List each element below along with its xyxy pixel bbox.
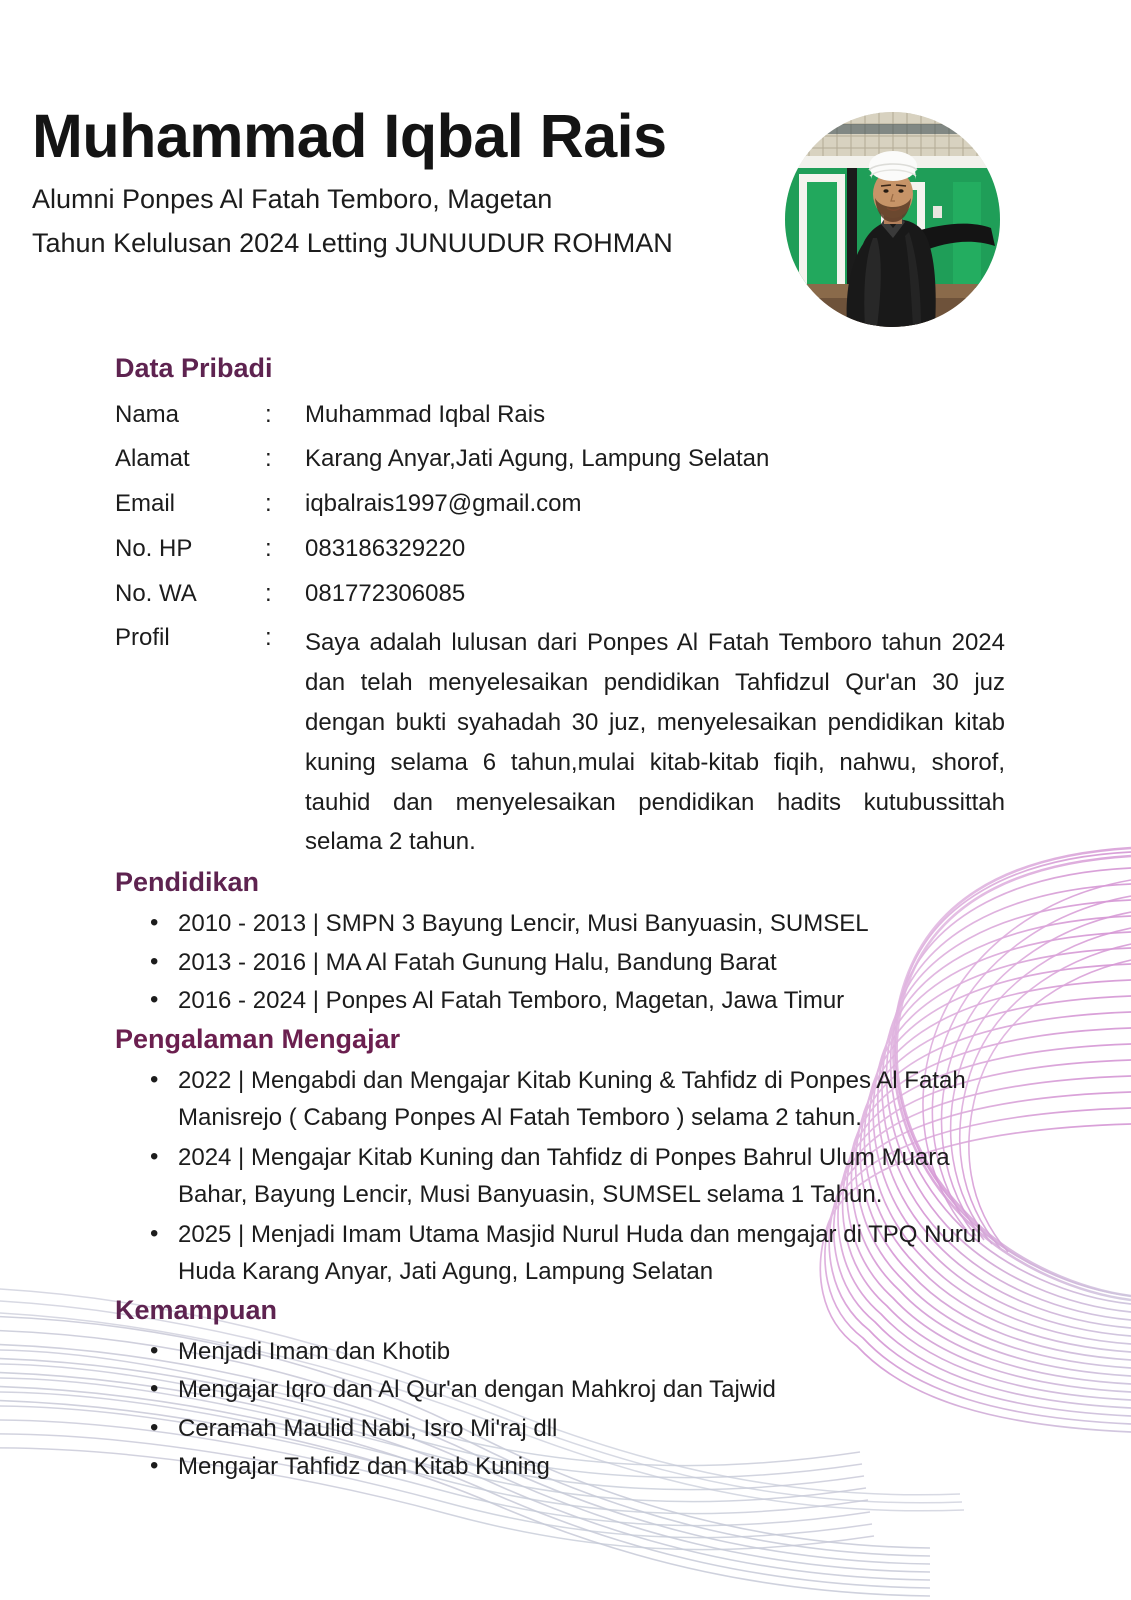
- section-heading-experience: Pengalaman Mengajar: [115, 1024, 401, 1055]
- list-item: • 2013 - 2016 | MA Al Fatah Gunung Halu, Bandung Barat: [150, 945, 978, 981]
- field-separator: :: [265, 490, 272, 518]
- list-item: • Menjadi Imam dan Khotib: [150, 1334, 978, 1370]
- field-label-profil: Profil: [115, 624, 170, 652]
- field-label-no-hp: No. HP: [115, 534, 193, 562]
- table-row: [0, 444, 1005, 489]
- personal-data-table: [0, 400, 1005, 863]
- list-item: • 2016 - 2024 | Ponpes Al Fatah Temboro, Magetan, Jawa Timur: [150, 983, 978, 1019]
- header-subtitle-line-1: Alumni Ponpes Al Fatah Temboro, Magetan: [32, 184, 553, 215]
- list-item: • Mengajar Iqro dan Al Qur'an dengan Mahkroj dan Tajwid: [150, 1372, 978, 1408]
- header-subtitle-line-2: Tahun Kelulusan 2024 Letting JUNUUDUR ROHMAN: [32, 227, 673, 258]
- section-heading-personal: Data Pribadi: [115, 353, 273, 383]
- field-label-email: Email: [115, 490, 176, 518]
- field-label-nama: Nama: [115, 400, 180, 428]
- table-row: [0, 489, 1005, 534]
- list-item: • Mengajar Tahfidz dan Kitab Kuning: [150, 1449, 978, 1485]
- list-item: • 2010 - 2013 | SMPN 3 Bayung Lencir, Musi Banyuasin, SUMSEL: [150, 906, 978, 942]
- avatar: [785, 112, 1000, 327]
- field-label-no-wa: No. WA: [115, 579, 197, 607]
- field-separator: :: [265, 534, 272, 562]
- field-value-no-wa: 081772306085: [305, 579, 466, 607]
- table-row: [0, 534, 1005, 579]
- field-separator: :: [265, 624, 272, 652]
- education-section: [0, 866, 1131, 1019]
- field-value-email: iqbalrais1997@gmail.com: [305, 490, 582, 518]
- field-label-alamat: Alamat: [115, 445, 190, 473]
- list-item: • 2024 | Mengajar Kitab Kuning dan Tahfidz di Ponpes Bahrul Ulum Muara Bahar, Bayung Lencir, Musi Banyuasin, SUMSEL selama 1 Tahun.: [150, 1140, 1016, 1213]
- list-item: • 2025 | Menjadi Imam Utama Masjid Nurul Huda dan mengajar di TPQ Nurul Huda Karang Anyar, Jati Agung, Lampung Selatan: [150, 1217, 1016, 1290]
- field-separator: :: [265, 445, 272, 473]
- list-item: • Ceramah Maulid Nabi, Isro Mi'raj dll: [150, 1411, 978, 1447]
- section-heading-skills: Kemampuan: [115, 1295, 278, 1326]
- field-value-nama: Muhammad Iqbal Rais: [305, 400, 546, 428]
- page-title: Muhammad Iqbal Rais: [32, 102, 667, 170]
- field-value-profil: Saya adalah lulusan dari Ponpes Al Fatah Temboro tahun 2024 dan telah menyelesaikan pendidikan Tahfidzul Qur'an 30 juz dengan bukti syahadah 30 juz, menyelesaikan pendidikan kitab kuning selama 6 tahun,mulai kitab-kitab fiqih, nahwu, shorof, tauhid dan menyelesaikan pendidikan hadits kutubussittah selama 2 tahun.: [305, 629, 1005, 856]
- list-item: • 2022 | Mengabdi dan Mengajar Kitab Kuning & Tahfidz di Ponpes Al Fatah Manisrejo ( Cabang Ponpes Al Fatah Temboro ) selama 2 tahun.: [150, 1063, 1016, 1136]
- skills-list: [0, 1334, 1131, 1486]
- table-row: [0, 400, 1005, 445]
- table-row: [0, 623, 1005, 862]
- skills-section: [0, 1294, 1131, 1486]
- experience-list: [0, 1063, 1131, 1290]
- field-value-alamat: Karang Anyar,Jati Agung, Lampung Selatan: [305, 445, 770, 473]
- cv-header: [32, 104, 792, 266]
- experience-section: [0, 1023, 1131, 1290]
- section-heading-education: Pendidikan: [115, 867, 260, 898]
- field-value-no-hp: 083186329220: [305, 534, 466, 562]
- portrait-photo-icon: [785, 112, 1000, 327]
- education-list: [0, 906, 1131, 1019]
- table-row: [0, 579, 1005, 624]
- field-separator: :: [265, 400, 272, 428]
- field-separator: :: [265, 579, 272, 607]
- cv-body: [0, 352, 1131, 1488]
